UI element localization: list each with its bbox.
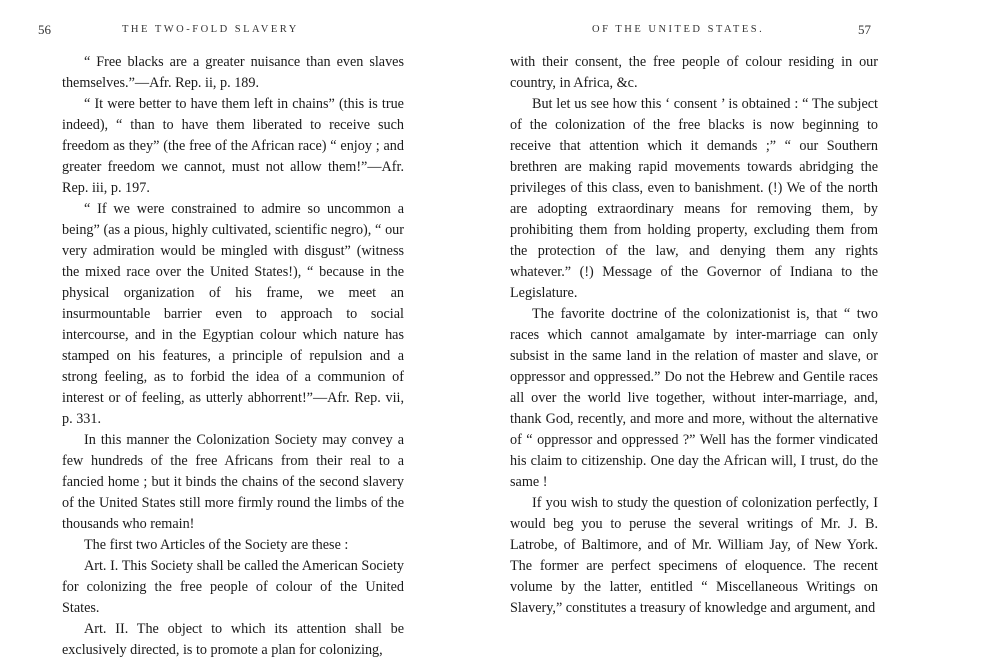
paragraph: “ It were better to have them left in chains” (this is true indeed), “ than to have them liberated to receive such freedom as they” (the free of the African race) “ enjoy ; and greater freedom we cannot, must not allow them!”—Afr. Rep. iii, p. 197. [62, 96, 404, 196]
paragraph: In this manner the Colonization Society may convey a few hundreds of the free Africans from their real to a fancied home ; but it binds the chains of the second slavery of the United States still more firmly round the limbs of the thousands who remain! [62, 432, 404, 532]
running-head-left: THE TWO-FOLD SLAVERY [122, 24, 299, 35]
page-number-right: 57 [858, 22, 871, 37]
paragraph: The favorite doctrine of the colonizationist is, that “ two races which cannot amalgamate by inter-marriage can only subsist in the same land in the relation of master and slave, or oppressor and oppressed.” Do not the Hebrew and Gentile races all over the world live together, without inter-marriage, and, thank God, recently, and more and more, without the alternative of “ oppressor and oppressed ?” Well has the former vindicated his claim to citizenship. One day the African will, I trust, do the same ! [510, 306, 878, 490]
paragraph: The first two Articles of the Society are these : [84, 537, 349, 553]
paragraph: But let us see how this ‘ consent ’ is obtained : “ The subject of the colonization of the free blacks is now beginning to receive that attention which it demands ;” “ our Southern brethren are making rapid movements towards abridging the privileges of this class, even to banishment. (!) We of the north are adopting extraordinary means for removing them, by prohibiting them from holding property, excluding them from the protection of the law, and denying them any rights whatever.” (!) Message of the Governor of Indiana to the Legislature. [510, 96, 878, 301]
paragraph: Art. II. The object to which its attention shall be exclusively directed, is to promote a plan for colonizing, [62, 621, 404, 658]
page-number-left: 56 [38, 22, 51, 37]
right-page [500, 0, 1000, 634]
paragraph: “ If we were constrained to admire so uncommon a being” (as a pious, highly cultivated, scientific negro), “ our very admiration would be mingled with disgust” (witness the mixed race over the United States!), “ because in the physical organization of his frame, we meet an insurmountable barrier even to approach to social intercourse, and in the Egyptian colour which nature has stamped on his features, a principle of repulsion and a strong feeling, as to forbid the idea of a communion of interest or of feeling, as utterly abhorrent!”—Afr. Rep. vii, p. 331. [62, 201, 404, 427]
left-page [0, 0, 490, 658]
paragraph: If you wish to study the question of colonization perfectly, I would beg you to peruse the several writings of Mr. J. B. Latrobe, of Baltimore, and of Mr. William Jay, of New York. The former are perfect specimens of eloquence. The recent volume by the latter, entitled “ Miscellaneous Writings on Slavery,” constitutes a treasury of knowledge and argument, and [510, 495, 878, 616]
paragraph: “ Free blacks are a greater nuisance than even slaves themselves.”—Afr. Rep. ii, p. 189. [62, 54, 404, 91]
right-text-column [510, 52, 878, 619]
running-head-right: OF THE UNITED STATES. [592, 24, 765, 35]
paragraph: Art. I. This Society shall be called the American Society for colonizing the free people of colour of the United States. [62, 558, 404, 616]
paragraph: with their consent, the free people of colour residing in our country, in Africa, &c. [510, 54, 878, 91]
left-text-column [62, 52, 404, 661]
